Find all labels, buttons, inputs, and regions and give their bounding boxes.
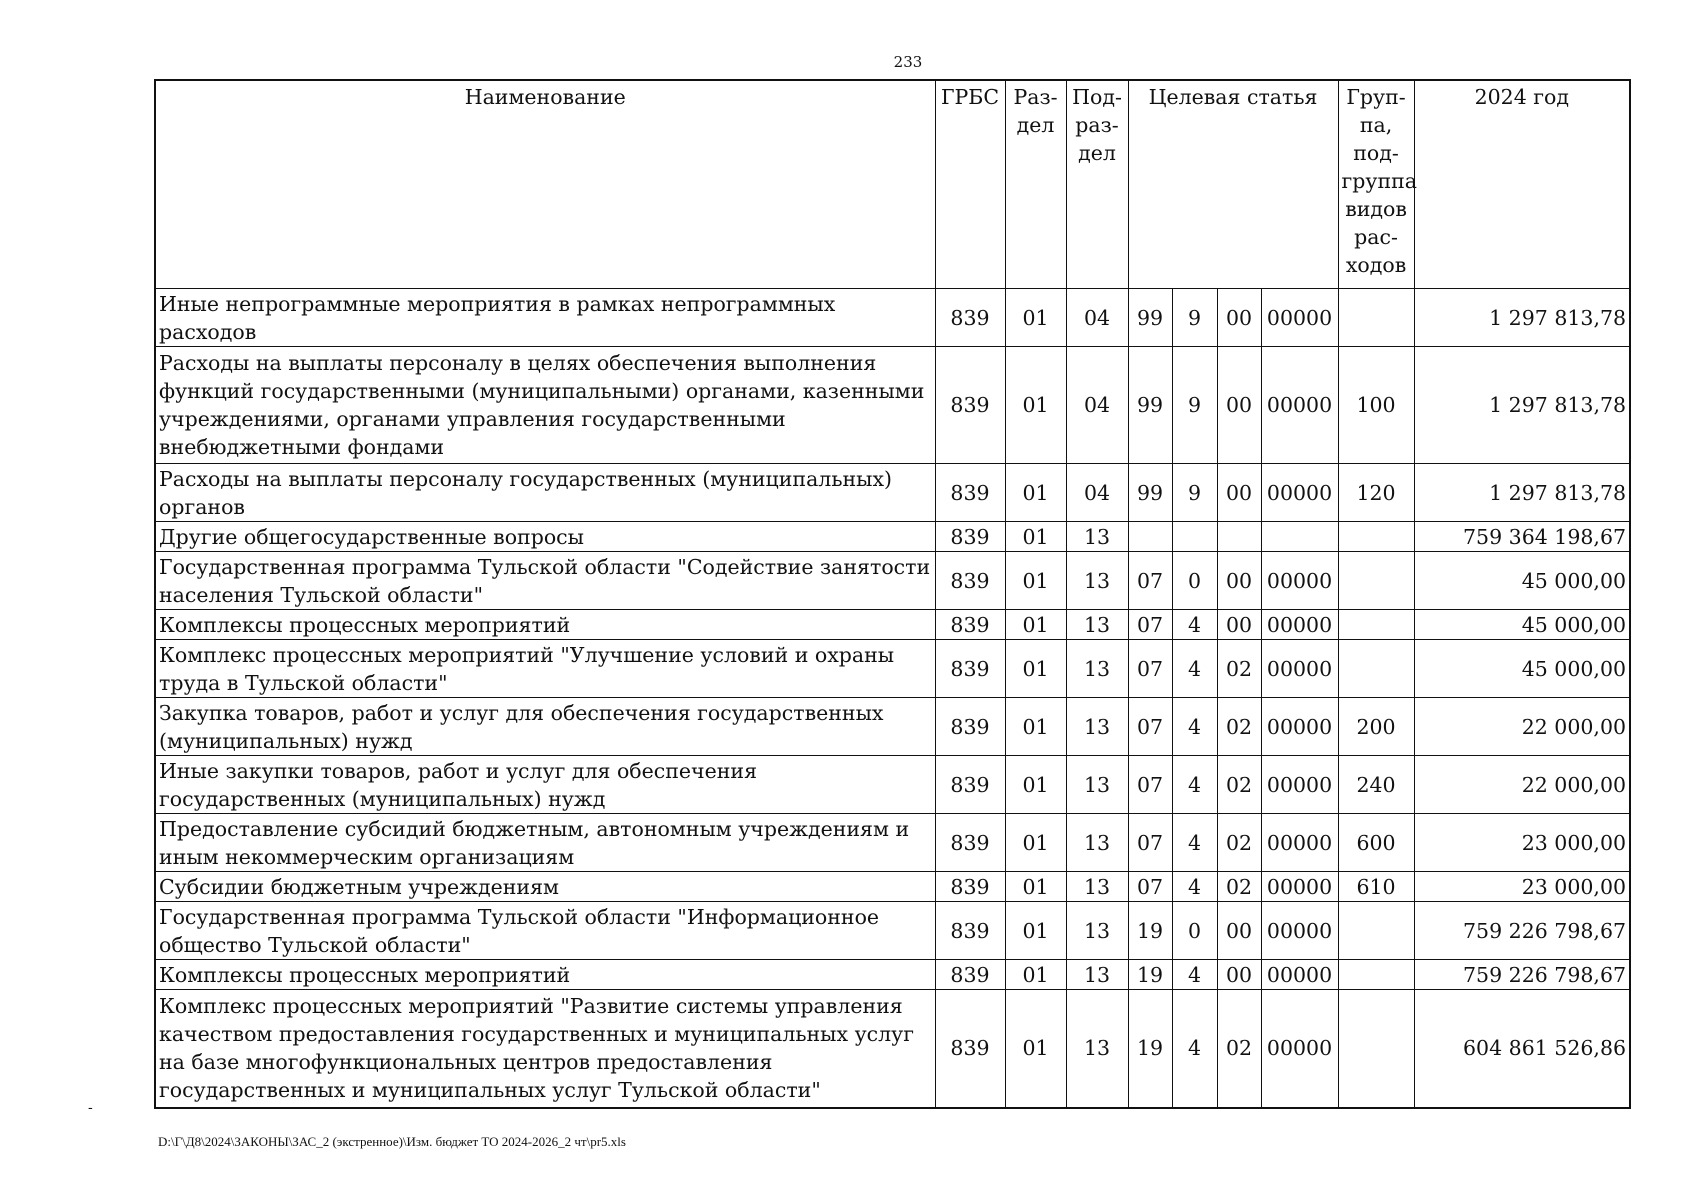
podrazdel-code: 13 [1066, 698, 1128, 756]
target-direction-code: 00000 [1261, 464, 1338, 522]
target-subprogram-code: 9 [1172, 289, 1217, 347]
target-direction-code: 00000 [1261, 289, 1338, 347]
target-direction-code: 00000 [1261, 872, 1338, 902]
razdel-code: 01 [1005, 464, 1066, 522]
expense-group-code: 100 [1338, 347, 1414, 464]
expense-group-code: 240 [1338, 756, 1414, 814]
header-row [155, 80, 1630, 289]
target-event-code: 02 [1217, 872, 1261, 902]
expense-group-code: 600 [1338, 814, 1414, 872]
target-subprogram-code: 4 [1172, 814, 1217, 872]
grbs-code: 839 [935, 698, 1005, 756]
amount-2024: 604 861 526,86 [1414, 990, 1630, 1108]
razdel-code: 01 [1005, 698, 1066, 756]
table-row [155, 990, 1630, 1108]
row-name: Субсидии бюджетным учреждениям [155, 872, 935, 902]
target-program-code [1128, 522, 1172, 552]
row-name: Комплексы процессных мероприятий [155, 960, 935, 990]
header-year: 2024 год [1414, 80, 1630, 289]
target-subprogram-code: 4 [1172, 756, 1217, 814]
target-event-code: 02 [1217, 814, 1261, 872]
table-row [155, 464, 1630, 522]
amount-2024: 759 226 798,67 [1414, 960, 1630, 990]
podrazdel-code: 13 [1066, 522, 1128, 552]
target-subprogram-code: 4 [1172, 960, 1217, 990]
amount-2024: 23 000,00 [1414, 872, 1630, 902]
target-direction-code: 00000 [1261, 902, 1338, 960]
target-program-code: 07 [1128, 552, 1172, 610]
grbs-code: 839 [935, 902, 1005, 960]
target-event-code: 00 [1217, 902, 1261, 960]
target-program-code: 07 [1128, 640, 1172, 698]
table-row [155, 756, 1630, 814]
table-row [155, 814, 1630, 872]
target-event-code: 02 [1217, 640, 1261, 698]
target-subprogram-code: 4 [1172, 610, 1217, 640]
target-subprogram-code: 9 [1172, 464, 1217, 522]
podrazdel-code: 13 [1066, 640, 1128, 698]
target-subprogram-code: 0 [1172, 552, 1217, 610]
target-event-code: 00 [1217, 347, 1261, 464]
expense-group-code: 200 [1338, 698, 1414, 756]
header-expense-group: Груп- па, под- группа видов рас- ходов [1338, 80, 1414, 289]
row-name: Комплекс процессных мероприятий "Улучшение условий и охраны труда в Тульской области" [155, 640, 935, 698]
expense-group-code [1338, 990, 1414, 1108]
target-event-code [1217, 522, 1261, 552]
row-name: Комплекс процессных мероприятий "Развитие системы управления качеством предоставления государственных и муниципальных услуг на базе многофункциональных центров предоставления государственных и муниципальных услуг Тульской области" [155, 990, 935, 1108]
table-row [155, 347, 1630, 464]
target-program-code: 07 [1128, 610, 1172, 640]
grbs-code: 839 [935, 814, 1005, 872]
file-path: D:\Г\Д8\2024\ЗАКОНЫ\ЗАС_2 (экстренное)\Изм. бюджет ТО 2024-2026_2 чт\pr5.xls [158, 1134, 626, 1149]
target-direction-code: 00000 [1261, 698, 1338, 756]
amount-2024: 45 000,00 [1414, 610, 1630, 640]
target-event-code: 02 [1217, 698, 1261, 756]
podrazdel-code: 13 [1066, 756, 1128, 814]
podrazdel-code: 13 [1066, 552, 1128, 610]
target-program-code: 19 [1128, 960, 1172, 990]
amount-2024: 1 297 813,78 [1414, 289, 1630, 347]
target-direction-code: 00000 [1261, 640, 1338, 698]
podrazdel-code: 04 [1066, 289, 1128, 347]
target-event-code: 00 [1217, 610, 1261, 640]
podrazdel-code: 13 [1066, 960, 1128, 990]
podrazdel-code: 13 [1066, 872, 1128, 902]
row-name: Предоставление субсидий бюджетным, автономным учреждениям и иным некоммерческим организациям [155, 814, 935, 872]
razdel-code: 01 [1005, 522, 1066, 552]
budget-table [154, 79, 1631, 1109]
expense-group-code [1338, 902, 1414, 960]
grbs-code: 839 [935, 522, 1005, 552]
expense-group-code [1338, 640, 1414, 698]
amount-2024: 759 226 798,67 [1414, 902, 1630, 960]
target-subprogram-code: 9 [1172, 347, 1217, 464]
table-row [155, 698, 1630, 756]
header-razdel: Раз- дел [1005, 80, 1066, 289]
row-name: Государственная программа Тульской области "Информационное общество Тульской области" [155, 902, 935, 960]
razdel-code: 01 [1005, 902, 1066, 960]
margin-mark: - [88, 1100, 93, 1116]
table-row [155, 522, 1630, 552]
razdel-code: 01 [1005, 610, 1066, 640]
target-program-code: 99 [1128, 464, 1172, 522]
target-event-code: 02 [1217, 756, 1261, 814]
target-program-code: 19 [1128, 990, 1172, 1108]
amount-2024: 1 297 813,78 [1414, 464, 1630, 522]
target-direction-code: 00000 [1261, 347, 1338, 464]
podrazdel-code: 13 [1066, 814, 1128, 872]
row-name: Иные непрограммные мероприятия в рамках непрограммных расходов [155, 289, 935, 347]
target-event-code: 00 [1217, 289, 1261, 347]
razdel-code: 01 [1005, 814, 1066, 872]
podrazdel-code: 04 [1066, 464, 1128, 522]
target-direction-code: 00000 [1261, 960, 1338, 990]
row-name: Иные закупки товаров, работ и услуг для обеспечения государственных (муниципальных) нужд [155, 756, 935, 814]
target-program-code: 07 [1128, 756, 1172, 814]
target-subprogram-code [1172, 522, 1217, 552]
target-program-code: 07 [1128, 698, 1172, 756]
grbs-code: 839 [935, 756, 1005, 814]
amount-2024: 23 000,00 [1414, 814, 1630, 872]
razdel-code: 01 [1005, 960, 1066, 990]
amount-2024: 759 364 198,67 [1414, 522, 1630, 552]
target-direction-code: 00000 [1261, 814, 1338, 872]
header-target-article: Целевая статья [1128, 80, 1338, 289]
razdel-code: 01 [1005, 552, 1066, 610]
table-row [155, 872, 1630, 902]
target-program-code: 99 [1128, 347, 1172, 464]
target-direction-code: 00000 [1261, 552, 1338, 610]
target-subprogram-code: 4 [1172, 990, 1217, 1108]
expense-group-code: 120 [1338, 464, 1414, 522]
target-event-code: 00 [1217, 960, 1261, 990]
razdel-code: 01 [1005, 990, 1066, 1108]
header-grbs: ГРБС [935, 80, 1005, 289]
target-direction-code: 00000 [1261, 990, 1338, 1108]
target-direction-code: 00000 [1261, 610, 1338, 640]
row-name: Комплексы процессных мероприятий [155, 610, 935, 640]
target-program-code: 19 [1128, 902, 1172, 960]
table-row [155, 552, 1630, 610]
grbs-code: 839 [935, 610, 1005, 640]
row-name: Расходы на выплаты персоналу государственных (муниципальных) органов [155, 464, 935, 522]
target-subprogram-code: 4 [1172, 872, 1217, 902]
amount-2024: 22 000,00 [1414, 756, 1630, 814]
amount-2024: 45 000,00 [1414, 640, 1630, 698]
table-row [155, 960, 1630, 990]
podrazdel-code: 04 [1066, 347, 1128, 464]
expense-group-code [1338, 960, 1414, 990]
table-row [155, 640, 1630, 698]
target-subprogram-code: 4 [1172, 698, 1217, 756]
razdel-code: 01 [1005, 640, 1066, 698]
row-name: Другие общегосударственные вопросы [155, 522, 935, 552]
target-event-code: 00 [1217, 552, 1261, 610]
table-row [155, 289, 1630, 347]
podrazdel-code: 13 [1066, 990, 1128, 1108]
amount-2024: 45 000,00 [1414, 552, 1630, 610]
row-name: Закупка товаров, работ и услуг для обеспечения государственных (муниципальных) нужд [155, 698, 935, 756]
grbs-code: 839 [935, 990, 1005, 1108]
row-name: Расходы на выплаты персоналу в целях обеспечения выполнения функций государственными (муниципальными) органами, казенными учреждениями, органами управления государственными внебюджетными фондами [155, 347, 935, 464]
grbs-code: 839 [935, 872, 1005, 902]
table-row [155, 902, 1630, 960]
target-direction-code [1261, 522, 1338, 552]
target-program-code: 07 [1128, 872, 1172, 902]
grbs-code: 839 [935, 552, 1005, 610]
expense-group-code [1338, 610, 1414, 640]
razdel-code: 01 [1005, 872, 1066, 902]
expense-group-code [1338, 522, 1414, 552]
amount-2024: 1 297 813,78 [1414, 347, 1630, 464]
grbs-code: 839 [935, 347, 1005, 464]
target-event-code: 00 [1217, 464, 1261, 522]
target-direction-code: 00000 [1261, 756, 1338, 814]
amount-2024: 22 000,00 [1414, 698, 1630, 756]
target-program-code: 99 [1128, 289, 1172, 347]
razdel-code: 01 [1005, 756, 1066, 814]
grbs-code: 839 [935, 289, 1005, 347]
expense-group-code: 610 [1338, 872, 1414, 902]
razdel-code: 01 [1005, 289, 1066, 347]
podrazdel-code: 13 [1066, 902, 1128, 960]
header-name: Наименование [155, 80, 935, 289]
header-podrazdel: Под- раз- дел [1066, 80, 1128, 289]
row-name: Государственная программа Тульской области "Содействие занятости населения Тульской области" [155, 552, 935, 610]
target-event-code: 02 [1217, 990, 1261, 1108]
target-program-code: 07 [1128, 814, 1172, 872]
target-subprogram-code: 0 [1172, 902, 1217, 960]
expense-group-code [1338, 552, 1414, 610]
podrazdel-code: 13 [1066, 610, 1128, 640]
page-number: 233 [893, 53, 923, 71]
expense-group-code [1338, 289, 1414, 347]
razdel-code: 01 [1005, 347, 1066, 464]
grbs-code: 839 [935, 640, 1005, 698]
grbs-code: 839 [935, 960, 1005, 990]
table-row [155, 610, 1630, 640]
grbs-code: 839 [935, 464, 1005, 522]
target-subprogram-code: 4 [1172, 640, 1217, 698]
